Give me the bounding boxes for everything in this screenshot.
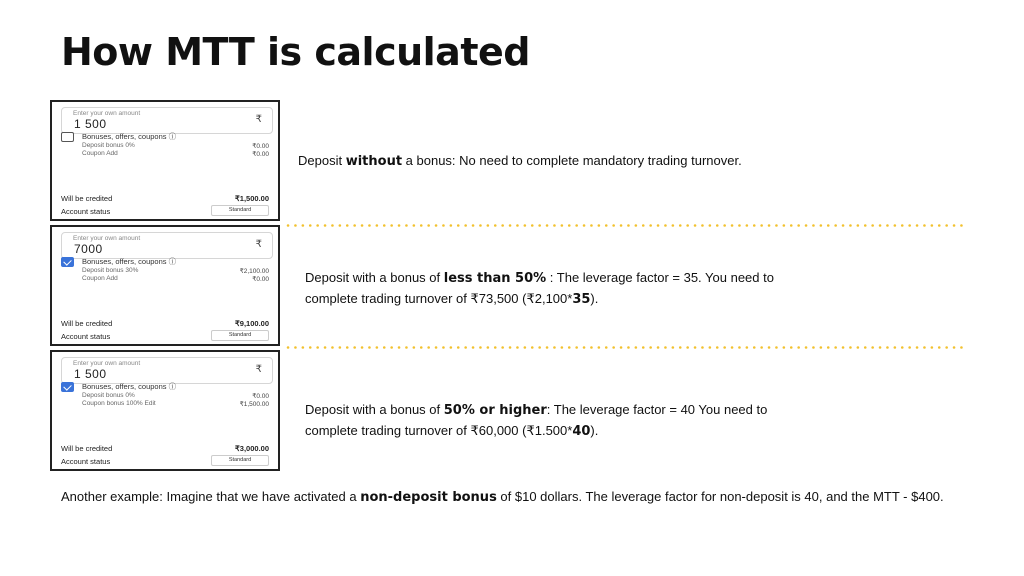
- amount-input[interactable]: [61, 232, 273, 259]
- amount-label: Enter your own amount: [73, 360, 141, 367]
- credited-value: ₹9,100.00: [235, 319, 269, 328]
- bonus-checkbox-label: Bonuses, offers, coupons ⓘ: [82, 132, 177, 141]
- coupon-label: Coupon bonus 100% Edit: [82, 400, 156, 407]
- desc-bold: 35: [572, 292, 591, 307]
- account-status-label: Account status: [61, 332, 111, 341]
- desc-bold: less than 50%: [443, 271, 547, 286]
- coupon-label: Coupon Add: [82, 150, 118, 157]
- account-status-select[interactable]: Standard: [211, 330, 269, 341]
- dotted-separator: [286, 224, 968, 227]
- amount-label: Enter your own amount: [73, 110, 141, 117]
- account-status-label: Account status: [61, 207, 111, 216]
- desc-bold: 50% or higher: [443, 403, 547, 418]
- bonus-checkbox-label: Bonuses, offers, coupons ⓘ: [82, 382, 177, 391]
- rupee-icon: ₹: [255, 364, 262, 375]
- desc-text: ).: [590, 291, 599, 306]
- deposit-bonus-label: Deposit bonus 0%: [82, 392, 135, 399]
- coupon-value: ₹0.00: [252, 151, 269, 158]
- credited-label: Will be credited: [61, 319, 113, 328]
- amount-value: 7000: [74, 242, 103, 256]
- desc-text: Deposit with a bonus of: [305, 270, 444, 285]
- note-text: of $10 dollars. The leverage factor for non-deposit is 40, and the MTT - $400.: [496, 489, 944, 504]
- amount-input[interactable]: [61, 357, 273, 384]
- account-status-select[interactable]: Standard: [211, 205, 269, 216]
- non-deposit-example: [61, 489, 966, 505]
- deposit-card-2: [50, 225, 280, 346]
- desc-text: a bonus: No need to complete mandatory trading turnover.: [402, 153, 742, 168]
- description-bonus-under-50: [305, 268, 775, 310]
- amount-value: 1 500: [74, 367, 107, 381]
- deposit-bonus-value: ₹0.00: [252, 393, 269, 400]
- deposit-bonus-label: Deposit bonus 30%: [82, 267, 139, 274]
- deposit-bonus-value: ₹0.00: [252, 143, 269, 150]
- note-text: Another example: Imagine that we have activated a: [61, 489, 361, 504]
- coupon-value: ₹1,500.00: [239, 401, 269, 408]
- bonus-checkbox[interactable]: [61, 382, 74, 392]
- desc-text: : The leverage factor = 40 You need to complete trading turnover of ₹60,000 (₹1.500*: [305, 402, 768, 438]
- desc-text: Deposit with a bonus of: [305, 402, 444, 417]
- slide-title: How MTT is calculated: [61, 30, 530, 74]
- desc-text: ).: [590, 423, 599, 438]
- desc-bold: 40: [572, 424, 591, 439]
- description-no-bonus: [298, 151, 742, 172]
- bonus-checkbox[interactable]: [61, 132, 74, 142]
- desc-text: Deposit: [298, 153, 346, 168]
- credited-label: Will be credited: [61, 444, 113, 453]
- credited-label: Will be credited: [61, 194, 113, 203]
- rupee-icon: ₹: [255, 114, 262, 125]
- bonus-checkbox[interactable]: [61, 257, 74, 267]
- bonus-checkbox-label: Bonuses, offers, coupons ⓘ: [82, 257, 177, 266]
- desc-text: : The leverage factor = 35. You need to complete trading turnover of ₹73,500 (₹2,100*: [305, 270, 774, 306]
- amount-label: Enter your own amount: [73, 235, 141, 242]
- deposit-bonus-value: ₹2,100.00: [239, 268, 269, 275]
- credited-value: ₹3,000.00: [235, 444, 269, 453]
- amount-value: 1 500: [74, 117, 107, 131]
- account-status-label: Account status: [61, 457, 111, 466]
- deposit-bonus-label: Deposit bonus 0%: [82, 142, 135, 149]
- amount-input[interactable]: [61, 107, 273, 134]
- dotted-separator: [286, 346, 968, 349]
- deposit-card-1: [50, 100, 280, 221]
- coupon-label: Coupon Add: [82, 275, 118, 282]
- note-bold: non-deposit bonus: [360, 490, 497, 505]
- credited-value: ₹1,500.00: [235, 194, 269, 203]
- deposit-card-3: [50, 350, 280, 471]
- account-status-select[interactable]: Standard: [211, 455, 269, 466]
- rupee-icon: ₹: [255, 239, 262, 250]
- coupon-value: ₹0.00: [252, 276, 269, 283]
- description-bonus-50-or-higher: [305, 400, 805, 442]
- desc-bold: without: [345, 154, 403, 169]
